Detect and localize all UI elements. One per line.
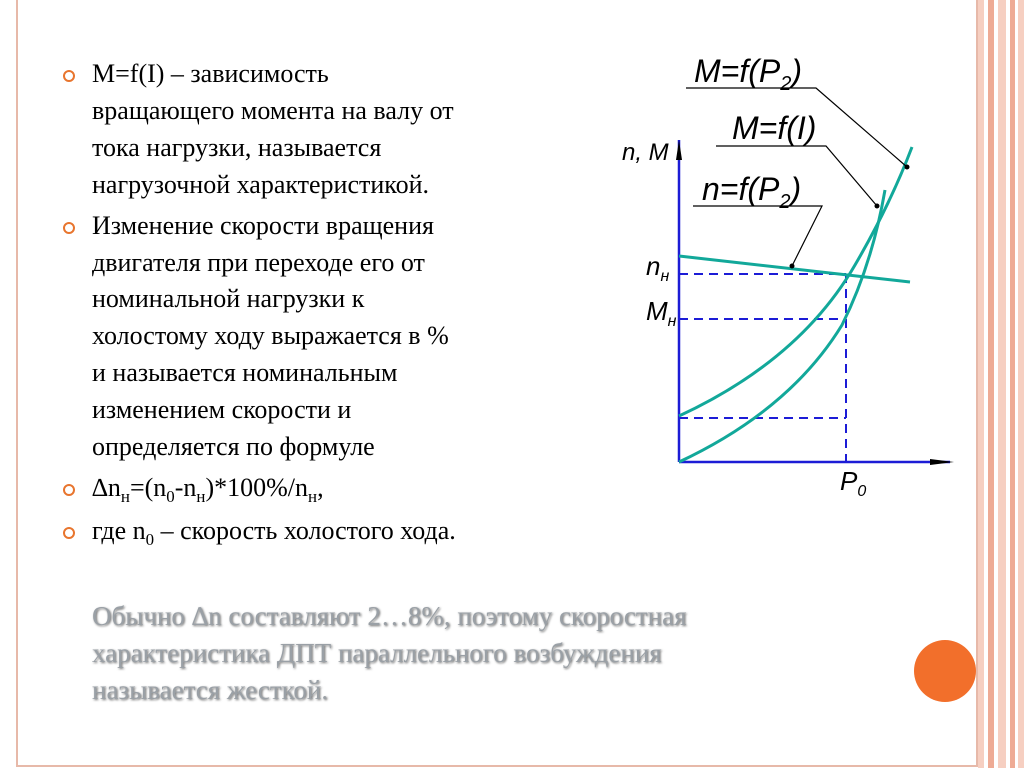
y-tick-nn: $n_н$ xyxy=(646,251,670,285)
bullet-circle-icon xyxy=(63,484,75,496)
formula-part: ∆n xyxy=(92,472,121,502)
x-tick-p0: $P_0$ xyxy=(840,466,867,500)
where-part: – скорость холостого хода. xyxy=(154,516,456,546)
bullet-text: M=f(I) – зависимость вращающего момента на валу от тока нагрузки, называется нагрузочной характеристикой. xyxy=(92,59,454,199)
formula-subscript: н xyxy=(196,487,206,507)
bullet-item xyxy=(60,56,580,204)
decorative-circle xyxy=(914,640,976,702)
formula-subscript: н xyxy=(120,487,130,507)
formula-subscript: 0 xyxy=(166,487,175,507)
characteristics-diagram xyxy=(600,36,970,506)
bullet-item xyxy=(60,208,580,466)
bullet-item-formula xyxy=(60,470,580,509)
leader-dot xyxy=(875,204,880,209)
bullet-text: Изменение скорости вращения двигателя при переходе его от номинальной нагрузки к холостому ходу выражается в % и называется номинальным изменением скорости и определяется по формуле xyxy=(92,210,449,462)
stripe xyxy=(1010,0,1015,768)
where-part: где n xyxy=(92,516,146,546)
conclusion-note: Обычно ∆n составляют 2…8%, поэтому скоростная характеристика ДПТ параллельного возбуждения называется жесткой. xyxy=(92,601,687,705)
bullet-item-where xyxy=(60,513,580,552)
legend-m-i: M=f(I) xyxy=(732,110,817,146)
bullet-circle-icon xyxy=(63,70,75,82)
y-axis-label: n, M xyxy=(622,139,669,166)
leader-n-p2 xyxy=(693,206,822,266)
y-tick-mn: $M_н$ xyxy=(646,296,677,330)
bullet-list xyxy=(60,56,580,556)
formula-part: =(n xyxy=(129,472,167,502)
stripe xyxy=(998,0,1006,768)
where-subscript: 0 xyxy=(145,530,155,550)
legend-n-p2: $n=f(P_2)$ xyxy=(702,171,802,213)
decorative-stripes xyxy=(978,0,1024,768)
formula-part: -n xyxy=(174,472,197,502)
y-axis-arrow-icon xyxy=(676,140,682,160)
stripe xyxy=(978,0,984,768)
leader-dot xyxy=(905,165,910,170)
bullet-circle-icon xyxy=(63,222,75,234)
curve-m-i xyxy=(679,190,885,462)
formula xyxy=(92,472,324,507)
stripe xyxy=(988,0,994,768)
legend-m-p2: $M=f(P_2)$ xyxy=(694,53,803,95)
bullet-circle-icon xyxy=(63,527,75,539)
formula-subscript: н xyxy=(308,487,318,507)
formula-part: , xyxy=(317,472,324,502)
x-axis-arrow-icon xyxy=(930,459,954,465)
leader-dot xyxy=(790,264,795,269)
where-text xyxy=(92,516,456,550)
stripe xyxy=(1018,0,1024,768)
formula-part: )*100%/n xyxy=(205,472,309,502)
